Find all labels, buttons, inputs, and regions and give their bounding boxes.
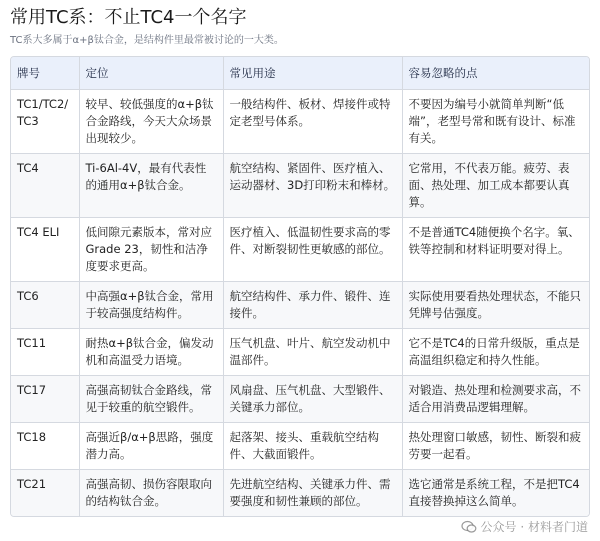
header-positioning: 定位	[79, 57, 223, 90]
cell-positioning: 高强高韧、损伤容限取向的结构钛合金。	[79, 470, 223, 517]
cell-positioning: 高强近β/α+β思路，强度潜力高。	[79, 423, 223, 470]
header	[0, 0, 600, 48]
cell-positioning: 较早、较低强度的α+β钛合金路线，今天大众场景出现较少。	[79, 90, 223, 154]
table-row	[11, 423, 589, 470]
cell-grade: TC11	[11, 329, 79, 376]
page-title: 常用TC系：不止TC4一个名字	[10, 7, 247, 28]
cell-uses: 医疗植入、低温韧性要求高的零件、对断裂韧性更敏感的部位。	[223, 218, 402, 282]
cell-notes: 热处理窗口敏感，韧性、断裂和疲劳要一起看。	[402, 423, 589, 470]
table-row	[11, 329, 589, 376]
cell-positioning: 中高强α+β钛合金，常用于较高强度结构件。	[79, 282, 223, 329]
table-row	[11, 90, 589, 154]
cell-notes: 选它通常是系统工程，不是把TC4直接替换掉这么简单。	[402, 470, 589, 517]
cell-uses: 先进航空结构、关键承力件、需要强度和韧性兼顾的部位。	[223, 470, 402, 517]
header-overlooked-points: 容易忽略的点	[402, 57, 589, 90]
header-common-uses: 常见用途	[223, 57, 402, 90]
cell-grade: TC18	[11, 423, 79, 470]
cell-positioning: Ti-6Al-4V，最有代表性的通用α+β钛合金。	[79, 154, 223, 218]
cell-positioning: 高强高韧钛合金路线，常见于较重的航空锻件。	[79, 376, 223, 423]
grade-table-container	[10, 56, 590, 517]
table-row	[11, 218, 589, 282]
cell-uses: 起落架、接头、重载航空结构件、大截面锻件。	[223, 423, 402, 470]
grade-table	[11, 57, 589, 516]
table-row	[11, 376, 589, 423]
header-grade: 牌号	[11, 57, 79, 90]
cell-notes: 不是普通TC4随便换个名字。氧、铁等控制和材料证明要对得上。	[402, 218, 589, 282]
cell-notes: 对锻造、热处理和检测要求高，不适合用消费品逻辑理解。	[402, 376, 589, 423]
table-header-row	[11, 57, 589, 90]
cell-uses: 航空结构、紧固件、医疗植入、运动器材、3D打印粉末和棒材。	[223, 154, 402, 218]
cell-grade: TC17	[11, 376, 79, 423]
cell-grade: TC4 ELI	[11, 218, 79, 282]
cell-notes: 不要因为编号小就简单判断“低端”，老型号常和既有设计、标准有关。	[402, 90, 589, 154]
cell-uses: 一般结构件、板材、焊接件或特定老型号体系。	[223, 90, 402, 154]
cell-notes: 它不是TC4的日常升级版，重点是高温组织稳定和持久性能。	[402, 329, 589, 376]
table-row	[11, 154, 589, 218]
wechat-icon	[461, 519, 477, 535]
cell-uses: 压气机盘、叶片、航空发动机中温部件。	[223, 329, 402, 376]
watermark	[461, 518, 588, 535]
cell-grade: TC4	[11, 154, 79, 218]
table-row	[11, 282, 589, 329]
cell-notes: 实际使用要看热处理状态，不能只凭牌号估强度。	[402, 282, 589, 329]
table-row	[11, 470, 589, 517]
cell-grade: TC21	[11, 470, 79, 517]
page-subtitle: TC系大多属于α+β钛合金，是结构件里最常被讨论的一大类。	[10, 35, 284, 46]
cell-notes: 它常用，不代表万能。疲劳、表面、热处理、加工成本都要认真算。	[402, 154, 589, 218]
cell-grade: TC6	[11, 282, 79, 329]
cell-uses: 航空结构件、承力件、锻件、连接件。	[223, 282, 402, 329]
cell-grade: TC1/TC2/TC3	[11, 90, 79, 154]
watermark-text: 公众号 · 材料者门道	[480, 520, 588, 534]
cell-positioning: 低间隙元素版本，常对应Grade 23，韧性和洁净度要求更高。	[79, 218, 223, 282]
cell-uses: 风扇盘、压气机盘、大型锻件、关键承力部位。	[223, 376, 402, 423]
cell-positioning: 耐热α+β钛合金，偏发动机和高温受力语境。	[79, 329, 223, 376]
